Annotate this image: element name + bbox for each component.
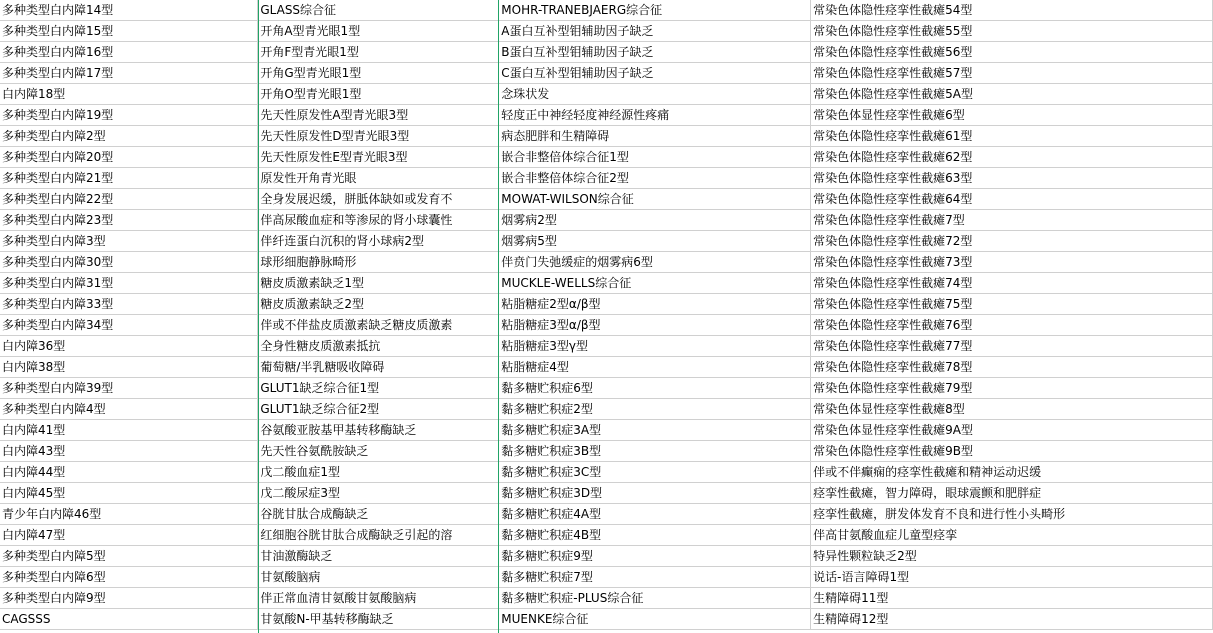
table-row [0, 588, 1213, 609]
table-cell[interactable]: 烟雾病2型 [499, 210, 811, 231]
table-row [0, 84, 1213, 105]
table-cell[interactable]: 白内障47型 [0, 525, 258, 546]
table-cell[interactable]: A蛋白互补型钼辅助因子缺乏 [499, 21, 811, 42]
table-cell[interactable]: 常染色体隐性痉挛性截瘫7型 [811, 210, 1213, 231]
table-cell[interactable]: 白内障41型 [0, 420, 258, 441]
table-cell[interactable]: 先天性谷氨酰胺缺乏 [258, 441, 499, 462]
table-cell[interactable]: 戊二酸尿症3型 [258, 483, 499, 504]
table-cell[interactable]: 常染色体隐性痉挛性截瘫61型 [811, 126, 1213, 147]
table-row [0, 231, 1213, 252]
table-cell[interactable]: 多种类型白内障15型 [0, 21, 258, 42]
table-cell[interactable]: 伴或不伴癫痫的痉挛性截瘫和精神运动迟缓 [811, 462, 1213, 483]
table-cell[interactable]: 多种类型白内障31型 [0, 273, 258, 294]
table-cell[interactable]: C蛋白互补型钼辅助因子缺乏 [499, 63, 811, 84]
table-cell[interactable]: 多种类型白内障39型 [0, 378, 258, 399]
table-cell[interactable]: 白内障44型 [0, 462, 258, 483]
table-cell[interactable]: 白内障38型 [0, 357, 258, 378]
table-cell[interactable]: 生精障碍12型 [811, 609, 1213, 630]
table-cell[interactable]: 谷氨酸亚胺基甲基转移酶缺乏 [258, 420, 499, 441]
table-cell[interactable]: 常染色体显性痉挛性截瘫9A型 [811, 420, 1213, 441]
table-cell[interactable]: 青少年白内障46型 [0, 504, 258, 525]
table-row [0, 378, 1213, 399]
table-cell[interactable]: 甘油激酶缺乏 [258, 546, 499, 567]
table-cell[interactable]: 常染色体隐性痉挛性截瘫9B型 [811, 441, 1213, 462]
table-cell[interactable]: 常染色体隐性痉挛性截瘫55型 [811, 21, 1213, 42]
table-cell[interactable]: 痉挛性截瘫，智力障碍，眼球震颤和肥胖症 [811, 483, 1213, 504]
table-cell[interactable]: 常染色体隐性痉挛性截瘫63型 [811, 168, 1213, 189]
table-cell[interactable]: 全身发展迟缓，胼胝体缺如或发育不 [258, 189, 499, 210]
table-cell[interactable]: 原发性开角青光眼 [258, 168, 499, 189]
table-row [0, 0, 1213, 21]
table-cell[interactable]: 多种类型白内障17型 [0, 63, 258, 84]
table-cell[interactable]: 特异性颗粒缺乏2型 [811, 546, 1213, 567]
table-cell[interactable]: 烟雾病5型 [499, 231, 811, 252]
table-cell[interactable]: 红细胞谷胱甘肽合成酶缺乏引起的溶 [258, 525, 499, 546]
table-cell[interactable]: B蛋白互补型钼辅助因子缺乏 [499, 42, 811, 63]
table-row [0, 42, 1213, 63]
table-cell[interactable]: 伴贲门失弛缓症的烟雾病6型 [499, 252, 811, 273]
table-row [0, 210, 1213, 231]
table-cell[interactable]: 常染色体隐性痉挛性截瘫56型 [811, 42, 1213, 63]
table-cell[interactable]: 多种类型白内障34型 [0, 315, 258, 336]
table-row [0, 63, 1213, 84]
table-row [0, 315, 1213, 336]
table-row [0, 147, 1213, 168]
table-cell[interactable]: 多种类型白内障22型 [0, 189, 258, 210]
table-row [0, 462, 1213, 483]
table-cell[interactable]: 先天性原发性E型青光眼3型 [258, 147, 499, 168]
table-cell[interactable]: 多种类型白内障23型 [0, 210, 258, 231]
table-cell[interactable]: GLASS综合征 [258, 0, 499, 21]
table-cell[interactable]: 黏多糖贮积症3D型 [499, 483, 811, 504]
table-cell[interactable]: 黏多糖贮积症4B型 [499, 525, 811, 546]
table-row [0, 294, 1213, 315]
table-cell[interactable]: 伴纤连蛋白沉积的肾小球病2型 [258, 231, 499, 252]
table-cell[interactable]: 白内障18型 [0, 84, 258, 105]
table-cell[interactable]: 常染色体显性痉挛性截瘫8型 [811, 399, 1213, 420]
table-cell[interactable]: 粘脂糖症3型γ型 [499, 336, 811, 357]
table-cell[interactable]: 黏多糖贮积症3C型 [499, 462, 811, 483]
table-cell[interactable]: 常染色体隐性痉挛性截瘫72型 [811, 231, 1213, 252]
table-cell[interactable]: 开角F型青光眼1型 [258, 42, 499, 63]
table-cell[interactable]: 黏多糖贮积症2型 [499, 399, 811, 420]
table-cell[interactable]: 多种类型白内障20型 [0, 147, 258, 168]
table-row [0, 126, 1213, 147]
table-row [0, 546, 1213, 567]
table-cell[interactable]: 开角O型青光眼1型 [258, 84, 499, 105]
table-cell[interactable]: CAGSSS [0, 609, 258, 630]
table-row [0, 252, 1213, 273]
table-cell[interactable]: 常染色体隐性痉挛性截瘫77型 [811, 336, 1213, 357]
table-cell[interactable]: 多种类型白内障3型 [0, 231, 258, 252]
table-cell[interactable]: 甘氨酸N-甲基转移酶缺乏 [258, 609, 499, 630]
table-cell[interactable]: 常染色体隐性痉挛性截瘫79型 [811, 378, 1213, 399]
table-cell[interactable]: 粘脂糖症4型 [499, 357, 811, 378]
table-cell[interactable]: 常染色体隐性痉挛性截瘫73型 [811, 252, 1213, 273]
table-cell[interactable]: 黏多糖贮积症3B型 [499, 441, 811, 462]
table-cell[interactable]: MOWAT-WILSON综合征 [499, 189, 811, 210]
table-cell[interactable]: 球形细胞静脉畸形 [258, 252, 499, 273]
table-cell[interactable]: 先天性原发性D型青光眼3型 [258, 126, 499, 147]
table-row [0, 336, 1213, 357]
table-cell[interactable]: 伴高甘氨酸血症儿童型痉挛 [811, 525, 1213, 546]
table-cell[interactable]: 白内障43型 [0, 441, 258, 462]
table-row [0, 105, 1213, 126]
table-cell[interactable]: 黏多糖贮积症9型 [499, 546, 811, 567]
table-row [0, 273, 1213, 294]
table-cell[interactable]: 常染色体显性痉挛性截瘫6型 [811, 105, 1213, 126]
table-cell[interactable]: 常染色体隐性痉挛性截瘫74型 [811, 273, 1213, 294]
table-cell[interactable]: 多种类型白内障30型 [0, 252, 258, 273]
table-cell[interactable]: 甘氨酸脑病 [258, 567, 499, 588]
table-cell[interactable]: 糖皮质激素缺乏2型 [258, 294, 499, 315]
table-cell[interactable]: 糖皮质激素缺乏1型 [258, 273, 499, 294]
table-cell[interactable]: MOHR-TRANEBJAERG综合征 [499, 0, 811, 21]
table-cell[interactable]: 多种类型白内障16型 [0, 42, 258, 63]
table-cell[interactable]: 黏多糖贮积症4A型 [499, 504, 811, 525]
table-row [0, 567, 1213, 588]
table-cell[interactable]: 常染色体隐性痉挛性截瘫62型 [811, 147, 1213, 168]
table-cell[interactable]: 常染色体隐性痉挛性截瘫78型 [811, 357, 1213, 378]
table-cell[interactable]: 多种类型白内障5型 [0, 546, 258, 567]
table-cell[interactable]: 开角A型青光眼1型 [258, 21, 499, 42]
table-row [0, 21, 1213, 42]
table-cell[interactable]: 粘脂糖症2型α/β型 [499, 294, 811, 315]
table-cell[interactable]: MUENKE综合征 [499, 609, 811, 630]
table-cell[interactable]: 伴或不伴盐皮质激素缺乏糖皮质激素 [258, 315, 499, 336]
table-cell[interactable]: GLUT1缺乏综合征2型 [258, 399, 499, 420]
table-row [0, 189, 1213, 210]
table-cell[interactable]: 伴正常血清甘氨酸甘氨酸脑病 [258, 588, 499, 609]
table-cell[interactable]: 多种类型白内障4型 [0, 399, 258, 420]
table-cell[interactable]: GLUT1缺乏综合征1型 [258, 378, 499, 399]
table-row [0, 399, 1213, 420]
table-cell[interactable]: 伴高尿酸血症和等渗尿的肾小球囊性 [258, 210, 499, 231]
table-cell[interactable]: 白内障36型 [0, 336, 258, 357]
table-cell[interactable]: 黏多糖贮积症7型 [499, 567, 811, 588]
table-cell[interactable]: 轻度正中神经轻度神经源性疼痛 [499, 105, 811, 126]
table-cell[interactable]: 常染色体隐性痉挛性截瘫5A型 [811, 84, 1213, 105]
table-cell[interactable]: 白内障45型 [0, 483, 258, 504]
table-row [0, 441, 1213, 462]
table-row [0, 357, 1213, 378]
table-cell[interactable]: 病态肥胖和生精障碍 [499, 126, 811, 147]
table-row [0, 420, 1213, 441]
table-cell[interactable]: 多种类型白内障14型 [0, 0, 258, 21]
table-cell[interactable]: 常染色体隐性痉挛性截瘫64型 [811, 189, 1213, 210]
table-cell[interactable]: 葡萄糖/半乳糖吸收障碍 [258, 357, 499, 378]
table-cell[interactable]: 多种类型白内障21型 [0, 168, 258, 189]
table-cell[interactable]: 痉挛性截瘫，胼发体发育不良和进行性小头畸形 [811, 504, 1213, 525]
table-cell[interactable]: 常染色体隐性痉挛性截瘫57型 [811, 63, 1213, 84]
table-row [0, 483, 1213, 504]
table-cell[interactable]: 黏多糖贮积症-PLUS综合征 [499, 588, 811, 609]
table-cell[interactable]: 常染色体隐性痉挛性截瘫76型 [811, 315, 1213, 336]
table-cell[interactable]: 多种类型白内障2型 [0, 126, 258, 147]
table-cell[interactable]: 念珠状发 [499, 84, 811, 105]
table-cell[interactable]: 说话-语言障碍1型 [811, 567, 1213, 588]
table-cell[interactable]: 生精障碍11型 [811, 588, 1213, 609]
table-cell[interactable]: 常染色体隐性痉挛性截瘫75型 [811, 294, 1213, 315]
table-cell[interactable]: 嵌合非整倍体综合征2型 [499, 168, 811, 189]
table-row [0, 504, 1213, 525]
table-cell[interactable]: 多种类型白内障6型 [0, 567, 258, 588]
table-cell[interactable]: MUCKLE-WELLS综合征 [499, 273, 811, 294]
table-cell[interactable]: 多种类型白内障19型 [0, 105, 258, 126]
table-cell[interactable]: 多种类型白内障9型 [0, 588, 258, 609]
table-cell[interactable]: 嵌合非整倍体综合征1型 [499, 147, 811, 168]
table-cell[interactable]: 谷胱甘肽合成酶缺乏 [258, 504, 499, 525]
table-cell[interactable]: 戊二酸血症1型 [258, 462, 499, 483]
table-cell[interactable]: 粘脂糖症3型α/β型 [499, 315, 811, 336]
table-cell[interactable]: 黏多糖贮积症6型 [499, 378, 811, 399]
table-cell[interactable]: 多种类型白内障33型 [0, 294, 258, 315]
table-cell[interactable]: 先天性原发性A型青光眼3型 [258, 105, 499, 126]
table-row [0, 168, 1213, 189]
table-cell[interactable]: 全身性糖皮质激素抵抗 [258, 336, 499, 357]
table-row [0, 609, 1213, 630]
table-cell[interactable]: 开角G型青光眼1型 [258, 63, 499, 84]
table-cell[interactable]: 黏多糖贮积症3A型 [499, 420, 811, 441]
table-cell[interactable]: 常染色体隐性痉挛性截瘫54型 [811, 0, 1213, 21]
table-row [0, 525, 1213, 546]
